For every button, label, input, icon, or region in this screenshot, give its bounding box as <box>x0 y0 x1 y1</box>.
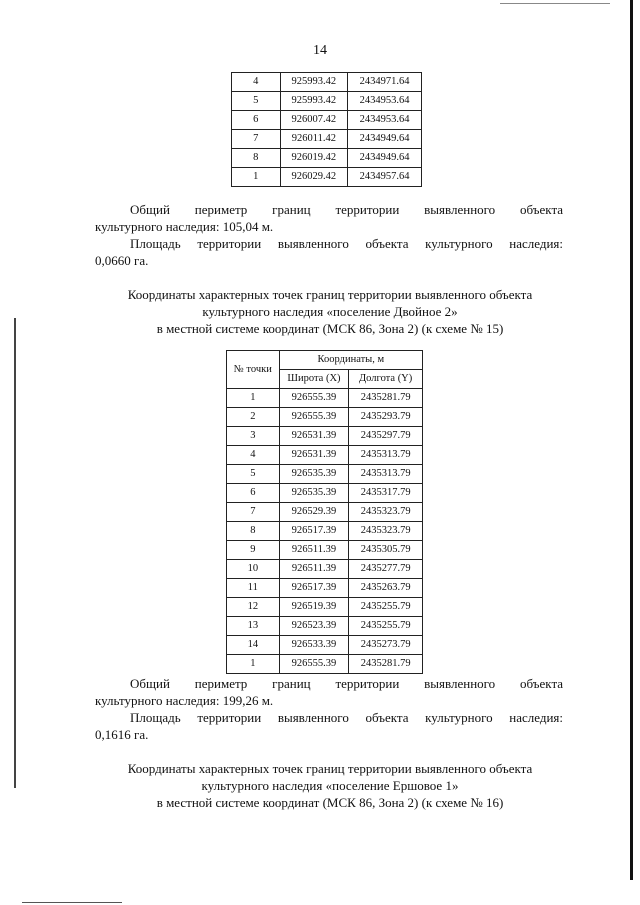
point-number-cell: 4 <box>227 446 280 465</box>
coordinates-table-body <box>232 73 422 187</box>
scan-line-top <box>500 3 610 4</box>
heading-line: Координаты характерных точек границ территории выявленного объекта <box>127 761 533 776</box>
word: выявленного <box>424 676 496 691</box>
perimeter-line <box>95 201 563 218</box>
table-row <box>227 560 423 579</box>
longitude-cell: 2435273.79 <box>349 636 423 655</box>
table-row <box>232 149 422 168</box>
longitude-cell: 2435297.79 <box>349 427 423 446</box>
point-number-cell: 1 <box>227 655 280 674</box>
table-row <box>227 522 423 541</box>
longitude-cell: 2435313.79 <box>349 465 423 484</box>
latitude-cell: 926007.42 <box>280 111 348 130</box>
header-latitude: Широта (X) <box>279 370 349 389</box>
point-number-cell: 4 <box>232 73 281 92</box>
table-row <box>227 636 423 655</box>
point-number-cell: 6 <box>227 484 280 503</box>
point-number-cell: 7 <box>227 503 280 522</box>
point-number-cell: 9 <box>227 541 280 560</box>
word: выявленного <box>424 202 496 217</box>
longitude-cell: 2435263.79 <box>349 579 423 598</box>
point-number-cell: 8 <box>232 149 281 168</box>
latitude-cell: 926535.39 <box>279 484 349 503</box>
latitude-cell: 926011.42 <box>280 130 348 149</box>
area-line: Площадь территории выявленного объекта культурного наследия: <box>130 710 563 725</box>
table-row <box>232 111 422 130</box>
table-row <box>232 92 422 111</box>
point-number-cell: 14 <box>227 636 280 655</box>
heading-line: в местной системе координат (МСК 86, Зона 2) (к схеме № 15) <box>156 321 504 336</box>
longitude-cell: 2435313.79 <box>349 446 423 465</box>
word: территории <box>335 202 400 217</box>
heading-line: в местной системе координат (МСК 86, Зона 2) (к схеме № 16) <box>156 795 504 810</box>
latitude-cell: 926555.39 <box>279 389 349 408</box>
word: периметр <box>194 676 248 691</box>
table-row <box>227 617 423 636</box>
word: территории <box>335 676 400 691</box>
point-number-cell: 8 <box>227 522 280 541</box>
latitude-cell: 926029.42 <box>280 168 348 187</box>
latitude-cell: 926531.39 <box>279 446 349 465</box>
longitude-cell: 2435255.79 <box>349 598 423 617</box>
area-value: 0,0660 га. <box>95 253 149 268</box>
header-point-number: № точки <box>227 351 280 389</box>
heading-line: культурного наследия «поселение Ершовое 1» <box>201 778 459 793</box>
latitude-cell: 926519.39 <box>279 598 349 617</box>
perimeter-area-paragraph-1 <box>95 201 563 269</box>
longitude-cell: 2435255.79 <box>349 617 423 636</box>
longitude-cell: 2435293.79 <box>349 408 423 427</box>
section-heading-1 <box>60 286 600 337</box>
latitude-cell: 925993.42 <box>280 73 348 92</box>
longitude-cell: 2435277.79 <box>349 560 423 579</box>
scan-line-bottom <box>22 902 122 903</box>
latitude-cell: 926533.39 <box>279 636 349 655</box>
longitude-cell: 2435323.79 <box>349 522 423 541</box>
point-number-cell: 3 <box>227 427 280 446</box>
table-row <box>232 168 422 187</box>
point-number-cell: 10 <box>227 560 280 579</box>
latitude-cell: 926517.39 <box>279 579 349 598</box>
scan-edge-right <box>630 0 633 880</box>
latitude-cell: 925993.42 <box>280 92 348 111</box>
longitude-cell: 2434953.64 <box>348 111 422 130</box>
longitude-cell: 2435281.79 <box>349 389 423 408</box>
heading-line: Координаты характерных точек границ территории выявленного объекта <box>127 287 533 302</box>
table-row <box>227 598 423 617</box>
word: границ <box>272 676 311 691</box>
perimeter-value: культурного наследия: 105,04 м. <box>95 219 274 234</box>
word: Общий <box>130 202 170 217</box>
latitude-cell: 926523.39 <box>279 617 349 636</box>
word: объекта <box>520 202 564 217</box>
longitude-cell: 2435323.79 <box>349 503 423 522</box>
table-row <box>227 655 423 674</box>
point-number-cell: 1 <box>232 168 281 187</box>
longitude-cell: 2434949.64 <box>348 149 422 168</box>
point-number-cell: 1 <box>227 389 280 408</box>
perimeter-value: культурного наследия: 199,26 м. <box>95 693 274 708</box>
longitude-cell: 2435281.79 <box>349 655 423 674</box>
area-line: Площадь территории выявленного объекта культурного наследия: <box>130 236 563 251</box>
table-row <box>227 408 423 427</box>
word: объекта <box>520 676 564 691</box>
coordinates-table-continuation <box>231 72 422 187</box>
point-number-cell: 12 <box>227 598 280 617</box>
longitude-cell: 2435317.79 <box>349 484 423 503</box>
longitude-cell: 2434949.64 <box>348 130 422 149</box>
table-row <box>227 427 423 446</box>
coordinates-table-body <box>227 389 423 674</box>
perimeter-area-paragraph-2 <box>95 675 563 743</box>
table-row <box>232 73 422 92</box>
latitude-cell: 926019.42 <box>280 149 348 168</box>
table-row <box>227 446 423 465</box>
longitude-cell: 2434957.64 <box>348 168 422 187</box>
latitude-cell: 926529.39 <box>279 503 349 522</box>
word: Общий <box>130 676 170 691</box>
latitude-cell: 926555.39 <box>279 655 349 674</box>
longitude-cell: 2435305.79 <box>349 541 423 560</box>
heading-line: культурного наследия «поселение Двойное 2» <box>202 304 458 319</box>
latitude-cell: 926555.39 <box>279 408 349 427</box>
point-number-cell: 11 <box>227 579 280 598</box>
table-row <box>227 484 423 503</box>
header-coordinates: Координаты, м <box>279 351 422 370</box>
longitude-cell: 2434971.64 <box>348 73 422 92</box>
table-row <box>227 503 423 522</box>
table-row <box>227 541 423 560</box>
table-row <box>227 579 423 598</box>
table-row <box>227 465 423 484</box>
header-longitude: Долгота (Y) <box>349 370 423 389</box>
section-heading-2 <box>60 760 600 811</box>
word: периметр <box>194 202 248 217</box>
latitude-cell: 926517.39 <box>279 522 349 541</box>
latitude-cell: 926511.39 <box>279 541 349 560</box>
point-number-cell: 13 <box>227 617 280 636</box>
latitude-cell: 926511.39 <box>279 560 349 579</box>
area-value: 0,1616 га. <box>95 727 149 742</box>
coordinates-table-scheme-15 <box>226 350 423 674</box>
scan-edge-left <box>14 318 16 788</box>
table-row <box>227 389 423 408</box>
perimeter-line <box>95 675 563 692</box>
table-row <box>232 130 422 149</box>
word: границ <box>272 202 311 217</box>
latitude-cell: 926535.39 <box>279 465 349 484</box>
point-number-cell: 6 <box>232 111 281 130</box>
latitude-cell: 926531.39 <box>279 427 349 446</box>
page-number: 14 <box>313 43 327 58</box>
point-number-cell: 5 <box>227 465 280 484</box>
longitude-cell: 2434953.64 <box>348 92 422 111</box>
point-number-cell: 2 <box>227 408 280 427</box>
point-number-cell: 5 <box>232 92 281 111</box>
point-number-cell: 7 <box>232 130 281 149</box>
